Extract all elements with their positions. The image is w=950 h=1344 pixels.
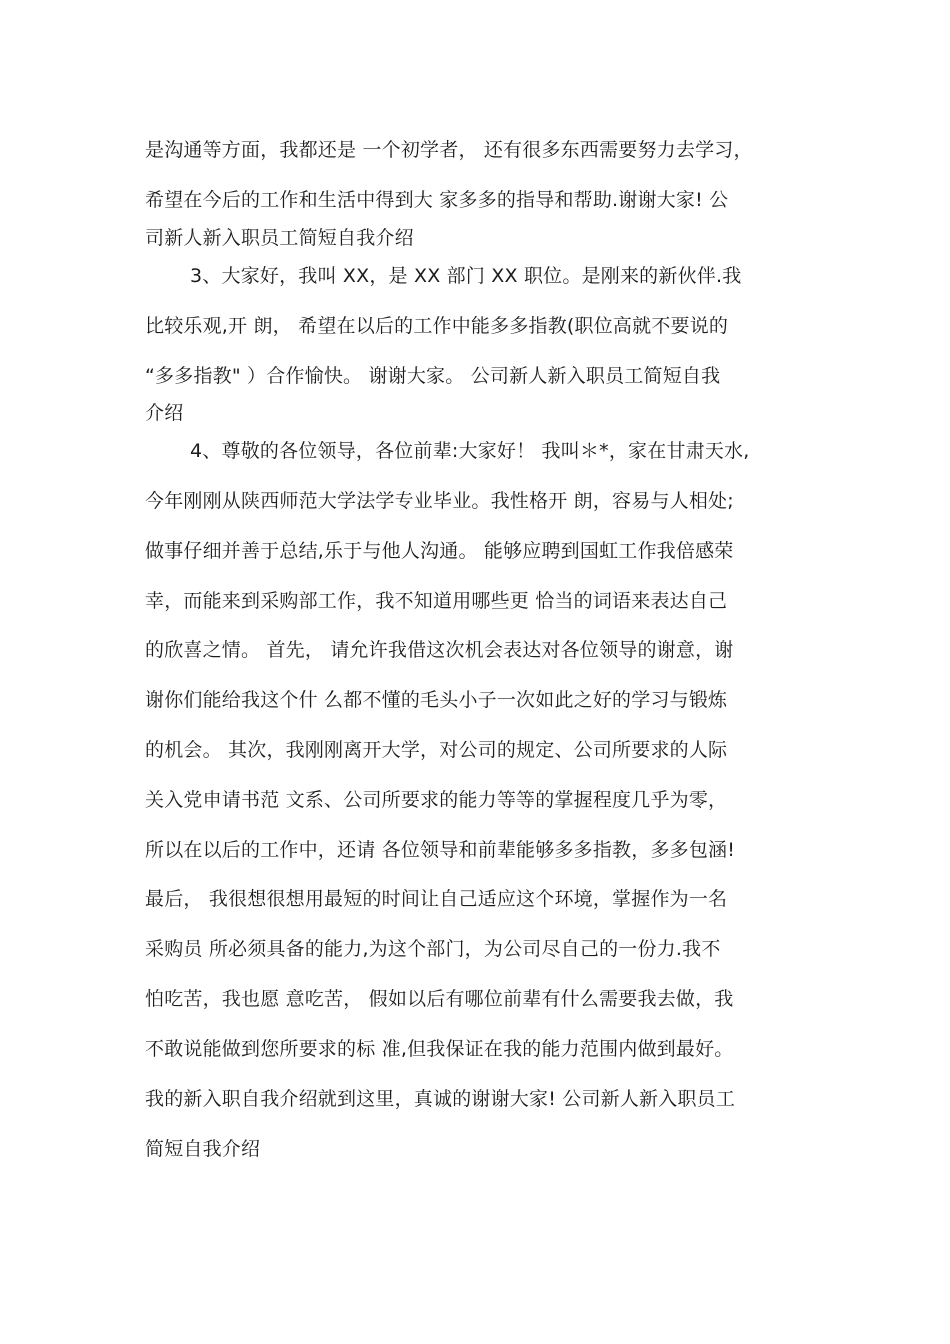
text-line: 关入党申请书范 文系、公司所要求的能力等等的掌握程度几乎为零， [145, 789, 728, 811]
text-line: 我的新入职自我介绍就到这里，真诚的谢谢大家! 公司新人新入职员工 [145, 1088, 736, 1110]
text-line: 3、大家好，我叫 XX，是 XX 部门 XX 职位。是刚来的新伙伴.我 [190, 265, 742, 287]
text-line: 所以在以后的工作中，还请 各位领导和前辈能够多多指教，多多包涵! [145, 839, 736, 861]
text-line: 的欣喜之情。 首先， 请允许我借这次机会表达对各位领导的谢意，谢 [145, 639, 734, 661]
text-line: 今年刚刚从陕西师范大学法学专业毕业。我性格开 朗，容易与人相处; [145, 490, 734, 512]
text-line: 采购员 所必须具备的能力,为这个部门，为公司尽自己的一份力.我不 [145, 938, 721, 960]
text-line: 幸，而能来到采购部工作，我不知道用哪些更 恰当的词语来表达自己 [145, 590, 728, 612]
text-line: 比较乐观,开 朗， 希望在以后的工作中能多多指教(职位高就不要说的 [145, 315, 729, 337]
text-line: 司新人新入职员工简短自我介绍 [145, 227, 414, 249]
text-line: 做事仔细并善于总结,乐于与他人沟通。 能够应聘到国虹工作我倍感荣 [145, 540, 734, 562]
text-line: 是沟通等方面，我都还是 一个初学者， 还有很多东西需要努力去学习， [145, 139, 753, 161]
text-line: 不敢说能做到您所要求的标 准,但我保证在我的能力范围内做到最好。 [145, 1038, 734, 1060]
text-line: 介绍 [145, 402, 184, 424]
text-line: 谢你们能给我这个什 么都不懂的毛头小子一次如此之好的学习与锻炼 [145, 689, 728, 711]
text-line: 的机会。 其次，我刚刚离开大学，对公司的规定、公司所要求的人际 [145, 739, 728, 761]
text-line: 怕吃苦，我也愿 意吃苦， 假如以后有哪位前辈有什么需要我去做，我 [145, 988, 734, 1010]
text-line: 简短自我介绍 [145, 1138, 261, 1160]
text-line: “多多指教" ）合作愉快。 谢谢大家。 公司新人新入职员工简短自我 [145, 365, 721, 387]
text-line: 最后， 我很想很想用最短的时间让自己适应这个环境，掌握作为一名 [145, 888, 728, 910]
text-line: 希望在今后的工作和生活中得到大 家多多的指导和帮助.谢谢大家! 公 [145, 189, 729, 211]
text-line: 4、尊敬的各位领导，各位前辈:大家好！ 我叫＊*，家在甘肃天水, [190, 440, 750, 462]
